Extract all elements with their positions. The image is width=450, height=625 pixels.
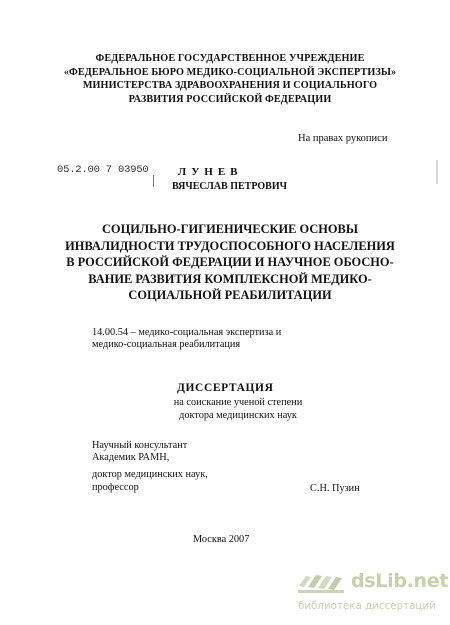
consultant-line-1: Научный консультант — [92, 440, 188, 451]
title-line-1: СОЦИЛЬНО-ГИГИЕНИЧЕСКИЕ ОСНОВЫ — [101, 222, 358, 236]
manuscript-rights-note: На правах рукописи — [298, 133, 388, 144]
city-year: Москва 2007 — [193, 534, 250, 545]
watermark-logo — [296, 570, 449, 622]
scan-edge-mark — [436, 160, 438, 184]
watermark-tagline: библиотека диссертаций — [298, 600, 436, 612]
consultant-line-4: профессор — [92, 481, 139, 493]
scientific-consultant — [92, 440, 208, 494]
author-surname: ЛУНЕВ — [178, 166, 243, 178]
header-line-4: РАЗВИТИЯ РОССИЙСКОЙ ФЕДЕРАЦИИ — [128, 93, 332, 105]
stamp-tick-mark — [153, 175, 154, 187]
header-line-2: «ФЕДЕРАЛЬНОЕ БЮРО МЕДИКО-СОЦИАЛЬНОЙ ЭКСПЕРТИЗЫ» — [63, 66, 397, 78]
author-given-names: ВЯЧЕСЛАВ ПЕТРОВИЧ — [172, 181, 287, 192]
specialty-line-1: 14.00.54 – медико-социальная экспертиза и — [92, 327, 282, 338]
title-line-2: ИНВАЛИДНОСТИ ТРУДОСПОСОБНОГО НАСЕЛЕНИЯ — [65, 238, 395, 253]
consultant-name: С.Н. Пузин — [310, 483, 360, 494]
dissertation-title — [48, 221, 412, 304]
title-line-4: ВАНИЕ РАЗВИТИЯ КОМПЛЕКСНОЙ МЕДИКО- — [88, 271, 372, 286]
consultant-line-3: доктор медицинских наук, — [92, 469, 208, 481]
degree-statement — [138, 397, 338, 422]
institution-header — [50, 52, 410, 106]
title-line-3: В РОССИЙСКОЙ ФЕДЕРАЦИИ И НАУЧНОЕ ОБОСНО- — [66, 255, 394, 270]
watermark-brand: dsLib.net — [351, 570, 449, 592]
degree-line-2: доктора медицинских наук — [179, 409, 297, 421]
specialty-code — [92, 327, 281, 351]
title-line-5: СОЦИАЛЬНОЙ РЕАБИЛИТАЦИИ — [128, 288, 332, 303]
book-stack-icon — [296, 572, 346, 596]
consultant-line-2: Академик РАМН, — [92, 452, 170, 464]
library-stamp-number: 05.2.00 7 03950 — [57, 164, 149, 176]
degree-line-1: на соискание ученой степени — [173, 397, 303, 408]
header-line-3: МИНИСТЕРСТВА ЗДРАВООХРАНЕНИЯ И СОЦИАЛЬНОГО — [82, 80, 378, 91]
header-line-1: ФЕДЕРАЛЬНОЕ ГОСУДАРСТВЕННОЕ УЧРЕЖДЕНИЕ — [95, 53, 365, 64]
specialty-line-2: медико-социальная реабилитация — [92, 339, 241, 350]
dissertation-label: ДИССЕРТАЦИЯ — [177, 382, 274, 394]
